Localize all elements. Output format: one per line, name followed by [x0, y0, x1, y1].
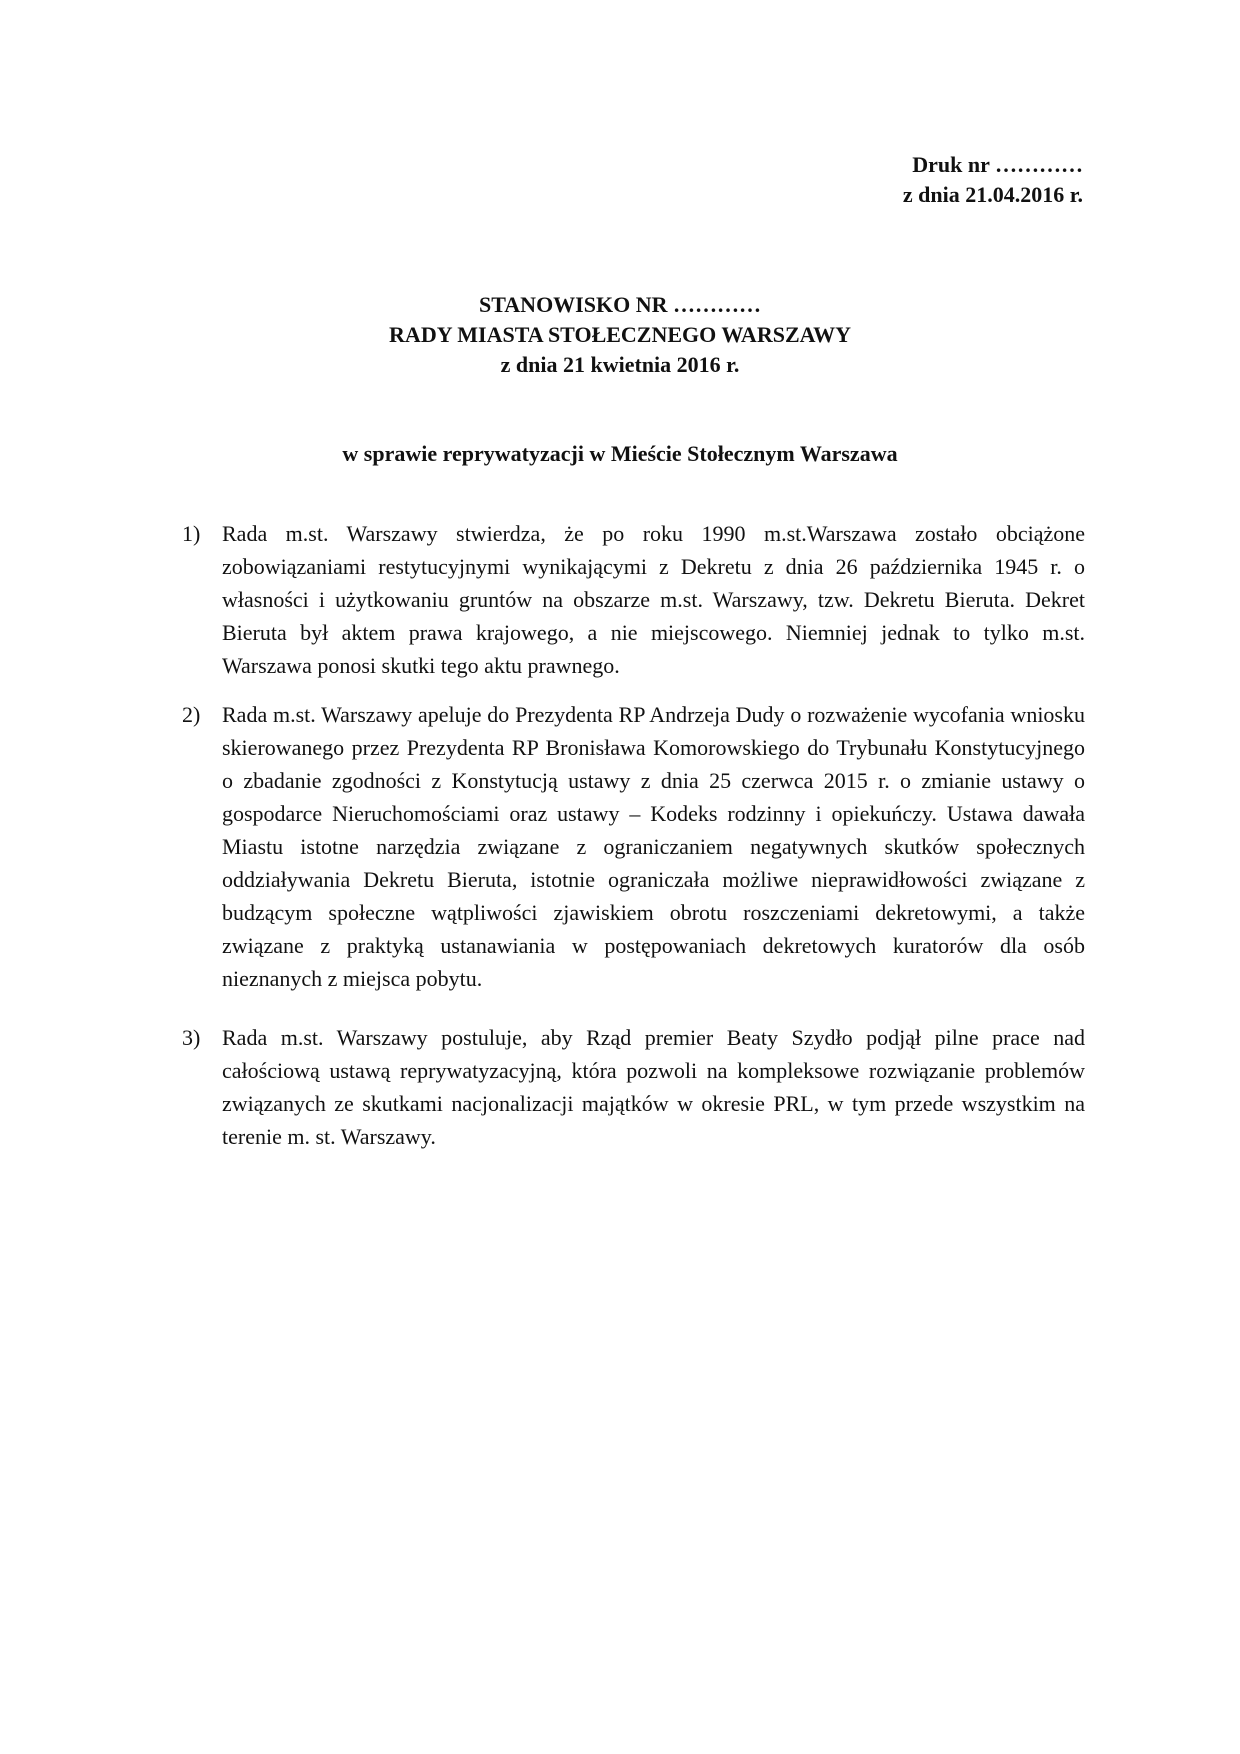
title-line-3: z dnia 21 kwietnia 2016 r.: [500, 352, 740, 377]
title-line-1: STANOWISKO NR …………: [479, 292, 761, 317]
points-list: [182, 517, 1085, 1153]
point-number: 2): [182, 702, 201, 727]
title-line-2: RADY MIASTA STOŁECZNEGO WARSZAWY: [389, 322, 851, 347]
print-number-block: [903, 150, 1083, 210]
print-date: z dnia 21.04.2016 r.: [902, 182, 1083, 207]
list-item: [182, 1021, 1085, 1153]
list-item: [182, 517, 1085, 682]
point-number: 1): [182, 521, 201, 546]
list-item: [182, 698, 1085, 995]
point-number: 3): [182, 1025, 201, 1050]
point-text: Rada m.st. Warszawy apeluje do Prezydenta RP Andrzeja Dudy o rozważenie wycofania wniosku skierowanego przez Prezydenta RP Bronisława Komorowskiego do Trybunału Konstytucyjnego o zbadanie zgodności z Konstytucją ustawy z dnia 25 czerwca 2015 r. o zmianie ustawy o gospodarce Nieruchomościami oraz ustawy – Kodeks rodzinny i opiekuńczy. Ustawa dawała Miastu istotne narzędzia związane z ograniczaniem negatywnych skutków społecznych oddziaływania Dekretu Bieruta, istotnie ograniczała możliwe nieprawidłowości związane z budzącym społeczne wątpliwości zjawiskiem obrotu roszczeniami dekretowymi, a także związane z praktyką ustanawiania w postępowaniach dekretowych kuratorów dla osób nieznanych z miejsca pobytu.: [222, 702, 1085, 991]
print-number: Druk nr …………: [912, 152, 1083, 177]
point-text: Rada m.st. Warszawy postuluje, aby Rząd premier Beaty Szydło podjął pilne prace nad całościową ustawą reprywatyzacyjną, która pozwoli na kompleksowe rozwiązanie problemów związanych ze skutkami nacjonalizacji majątków w okresie PRL, w tym przede wszystkim na terenie m. st. Warszawy.: [222, 1025, 1085, 1149]
point-text: Rada m.st. Warszawy stwierdza, że po roku 1990 m.st.Warszawa zostało obciążone zobowiązaniami restytucyjnymi wynikającymi z Dekretu z dnia 26 października 1945 r. o własności i użytkowaniu gruntów na obszarze m.st. Warszawy, tzw. Dekretu Bieruta. Dekret Bieruta był aktem prawa krajowego, a nie miejscowego. Niemniej jednak to tylko m.st. Warszawa ponosi skutki tego aktu prawnego.: [222, 521, 1085, 678]
document-title: [0, 290, 1240, 380]
document-subject: w sprawie reprywatyzacji w Mieście Stołecznym Warszawa: [342, 441, 898, 466]
